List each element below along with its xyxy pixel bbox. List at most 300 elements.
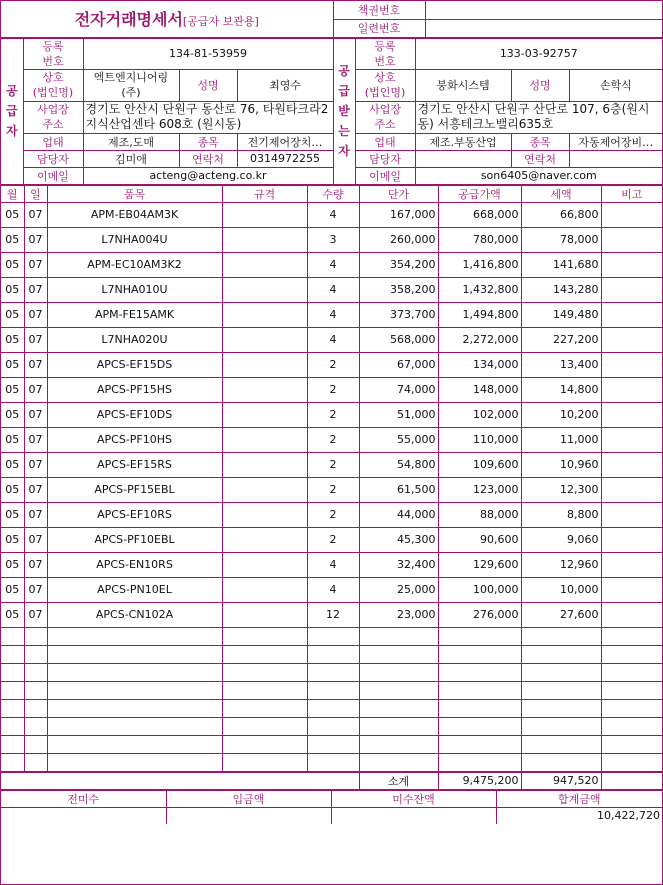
cell-tax: 78,000 <box>521 227 601 252</box>
cell-tax: 9,060 <box>521 527 601 552</box>
cell-note <box>601 527 662 552</box>
cell-day <box>24 681 47 699</box>
cell-month: 05 <box>1 252 24 277</box>
cell-supply: 1,416,800 <box>438 252 521 277</box>
cell-qty: 2 <box>307 377 359 402</box>
cell-month: 05 <box>1 477 24 502</box>
cell-qty: 2 <box>307 452 359 477</box>
cell-month: 05 <box>1 377 24 402</box>
cell-tax <box>521 663 601 681</box>
buyer-email: son6405@naver.com <box>415 167 662 184</box>
item-rows <box>1 202 662 771</box>
cell-note <box>601 352 662 377</box>
cell-day <box>24 663 47 681</box>
cell-day <box>24 699 47 717</box>
cell-spec <box>222 202 307 227</box>
cell-supply: 129,600 <box>438 552 521 577</box>
empty-row <box>1 681 662 699</box>
cell-product: APCS-EF10RS <box>47 502 222 527</box>
table-row <box>1 502 662 527</box>
supplier-email-label: 이메일 <box>23 167 83 184</box>
received-value <box>166 807 331 824</box>
cell-unit-price <box>359 735 438 753</box>
cell-note <box>601 227 662 252</box>
cell-day: 07 <box>24 502 47 527</box>
buyer-phone-label: 연락처 <box>511 150 569 167</box>
cell-unit-price: 55,000 <box>359 427 438 452</box>
cell-qty <box>307 681 359 699</box>
supplier-type: 제조,도매 <box>83 133 179 150</box>
cell-tax <box>521 753 601 771</box>
buyer-reg-no: 133-03-92757 <box>415 38 662 69</box>
cell-qty <box>307 645 359 663</box>
cell-day: 07 <box>24 427 47 452</box>
buyer-manager-label: 담당자 <box>355 150 415 167</box>
cell-product: APCS-EF15RS <box>47 452 222 477</box>
cell-month: 05 <box>1 202 24 227</box>
footer-table <box>1 790 662 825</box>
buyer-type: 제조.부동산업 <box>415 133 511 150</box>
cell-unit-price: 61,500 <box>359 477 438 502</box>
title-text: 전자거래명세서 <box>74 10 183 30</box>
supplier-addr-label: 사업장 주소 <box>23 101 83 133</box>
cell-tax <box>521 681 601 699</box>
cell-unit-price: 45,300 <box>359 527 438 552</box>
cell-spec <box>222 627 307 645</box>
buyer-addr-label: 사업장 주소 <box>355 101 415 133</box>
serial-no-label: 일련번호 <box>333 19 425 37</box>
cell-product: APCS-PF10HS <box>47 427 222 452</box>
cell-spec <box>222 502 307 527</box>
cell-product: APCS-CN102A <box>47 602 222 627</box>
prev-balance-value <box>1 807 166 824</box>
supplier-name-label: 상호 (법인명) <box>23 69 83 101</box>
buyer-name: 붕화시스템 <box>415 69 511 101</box>
cell-spec <box>222 699 307 717</box>
cell-note <box>601 502 662 527</box>
cell-note <box>601 699 662 717</box>
title-subtitle: [공급자 보관용] <box>182 15 259 29</box>
cell-supply: 134,000 <box>438 352 521 377</box>
supplier-addr: 경기도 안산시 단원구 동산로 76, 타원타크라2지식산업센타 608호 (원시동) <box>83 101 333 133</box>
cell-month: 05 <box>1 352 24 377</box>
cell-tax: 10,960 <box>521 452 601 477</box>
cell-supply: 90,600 <box>438 527 521 552</box>
cell-qty: 4 <box>307 577 359 602</box>
grand-total-value: 10,422,720 <box>496 807 662 824</box>
cell-day <box>24 735 47 753</box>
supplier-name: 엑트엔지니어링 (주) <box>83 69 179 101</box>
cell-tax: 13,400 <box>521 352 601 377</box>
cell-qty <box>307 753 359 771</box>
items-table <box>1 185 662 772</box>
col-note: 비고 <box>601 185 662 202</box>
cell-tax: 141,680 <box>521 252 601 277</box>
cell-day: 07 <box>24 402 47 427</box>
cell-spec <box>222 452 307 477</box>
cell-month <box>1 663 24 681</box>
cell-product: APCS-EN10RS <box>47 552 222 577</box>
cell-product <box>47 645 222 663</box>
cell-product <box>47 627 222 645</box>
cell-spec <box>222 753 307 771</box>
cell-month: 05 <box>1 452 24 477</box>
cell-tax: 227,200 <box>521 327 601 352</box>
buyer-item-label: 종목 <box>511 133 569 150</box>
supplier-email: acteng@acteng.co.kr <box>83 167 333 184</box>
supplier-type-label: 업태 <box>23 133 83 150</box>
cell-day: 07 <box>24 327 47 352</box>
cell-product <box>47 681 222 699</box>
cell-supply: 1,494,800 <box>438 302 521 327</box>
cell-day: 07 <box>24 602 47 627</box>
cell-qty: 12 <box>307 602 359 627</box>
cell-product <box>47 735 222 753</box>
cell-unit-price <box>359 699 438 717</box>
cell-day: 07 <box>24 277 47 302</box>
cell-unit-price: 23,000 <box>359 602 438 627</box>
cell-unit-price: 67,000 <box>359 352 438 377</box>
header-table <box>1 1 662 38</box>
cell-qty: 2 <box>307 527 359 552</box>
cell-note <box>601 427 662 452</box>
cell-spec <box>222 663 307 681</box>
table-row <box>1 527 662 552</box>
cell-note <box>601 552 662 577</box>
cell-supply: 780,000 <box>438 227 521 252</box>
table-row <box>1 352 662 377</box>
cell-spec <box>222 327 307 352</box>
cell-qty: 4 <box>307 252 359 277</box>
cell-product: APCS-EF15DS <box>47 352 222 377</box>
table-row <box>1 252 662 277</box>
cell-note <box>601 277 662 302</box>
buyer-side-label: 공 급 받 는 자 <box>333 38 355 184</box>
buyer-addr: 경기도 안산시 단원구 산단로 107, 6층(원시동) 서흥테크노밸리635호 <box>415 101 662 133</box>
cell-supply <box>438 681 521 699</box>
col-product: 품목 <box>47 185 222 202</box>
cell-spec <box>222 602 307 627</box>
cell-product: APM-EB04AM3K <box>47 202 222 227</box>
cell-note <box>601 717 662 735</box>
cell-spec <box>222 577 307 602</box>
grand-total-label: 합계금액 <box>496 790 662 807</box>
cell-product <box>47 699 222 717</box>
cell-product: APCS-EF10DS <box>47 402 222 427</box>
cell-note <box>601 202 662 227</box>
supplier-phone-label: 연락처 <box>179 150 237 167</box>
cell-spec <box>222 527 307 552</box>
cell-spec <box>222 227 307 252</box>
cell-unit-price: 25,000 <box>359 577 438 602</box>
cell-supply <box>438 645 521 663</box>
cell-supply <box>438 717 521 735</box>
cell-spec <box>222 681 307 699</box>
col-unit-price: 단가 <box>359 185 438 202</box>
cell-unit-price: 568,000 <box>359 327 438 352</box>
cell-unit-price: 51,000 <box>359 402 438 427</box>
cell-unit-price: 167,000 <box>359 202 438 227</box>
cell-unit-price <box>359 753 438 771</box>
cell-month: 05 <box>1 577 24 602</box>
buyer-phone <box>569 150 662 167</box>
supplier-ceo: 최영수 <box>237 69 333 101</box>
cell-qty: 4 <box>307 277 359 302</box>
received-label: 입금액 <box>166 790 331 807</box>
supplier-reg-no: 134-81-53959 <box>83 38 333 69</box>
cell-unit-price: 44,000 <box>359 502 438 527</box>
cell-qty: 2 <box>307 427 359 452</box>
cell-supply: 2,272,000 <box>438 327 521 352</box>
col-spec: 규격 <box>222 185 307 202</box>
buyer-manager <box>415 150 511 167</box>
cell-qty <box>307 735 359 753</box>
cell-unit-price: 354,200 <box>359 252 438 277</box>
cell-product <box>47 717 222 735</box>
cell-unit-price: 32,400 <box>359 552 438 577</box>
cell-tax: 14,800 <box>521 377 601 402</box>
prev-balance-label: 전미수 <box>1 790 166 807</box>
party-table <box>1 38 662 185</box>
cell-note <box>601 627 662 645</box>
cell-qty: 2 <box>307 352 359 377</box>
cell-month: 05 <box>1 527 24 552</box>
cell-supply: 668,000 <box>438 202 521 227</box>
cell-day: 07 <box>24 477 47 502</box>
cell-note <box>601 477 662 502</box>
cell-month: 05 <box>1 402 24 427</box>
cell-product: APCS-PF15HS <box>47 377 222 402</box>
cell-day <box>24 753 47 771</box>
cell-month: 05 <box>1 302 24 327</box>
cell-note <box>601 252 662 277</box>
cell-product: APCS-PF10EBL <box>47 527 222 552</box>
cell-note <box>601 402 662 427</box>
cell-unit-price: 373,700 <box>359 302 438 327</box>
cell-product: L7NHA004U <box>47 227 222 252</box>
cell-spec <box>222 552 307 577</box>
cell-month <box>1 645 24 663</box>
table-row <box>1 402 662 427</box>
supplier-manager: 김미애 <box>83 150 179 167</box>
empty-row <box>1 717 662 735</box>
cell-supply: 88,000 <box>438 502 521 527</box>
cell-spec <box>222 402 307 427</box>
buyer-email-label: 이메일 <box>355 167 415 184</box>
cell-unit-price <box>359 717 438 735</box>
cell-qty <box>307 663 359 681</box>
cell-spec <box>222 277 307 302</box>
cell-qty: 4 <box>307 302 359 327</box>
cell-spec <box>222 377 307 402</box>
cell-day: 07 <box>24 577 47 602</box>
cell-qty: 2 <box>307 477 359 502</box>
cell-note <box>601 577 662 602</box>
col-qty: 수량 <box>307 185 359 202</box>
cell-tax <box>521 645 601 663</box>
cell-tax: 10,200 <box>521 402 601 427</box>
cell-tax <box>521 699 601 717</box>
cell-month <box>1 681 24 699</box>
cell-supply <box>438 753 521 771</box>
cell-month: 05 <box>1 227 24 252</box>
cell-qty: 4 <box>307 552 359 577</box>
cell-supply: 100,000 <box>438 577 521 602</box>
cell-month <box>1 753 24 771</box>
table-row <box>1 227 662 252</box>
summary-table <box>1 772 662 790</box>
empty-row <box>1 645 662 663</box>
cell-supply: 1,432,800 <box>438 277 521 302</box>
cell-unit-price: 358,200 <box>359 277 438 302</box>
cell-qty: 2 <box>307 502 359 527</box>
cell-supply <box>438 663 521 681</box>
empty-row <box>1 699 662 717</box>
cell-month: 05 <box>1 502 24 527</box>
cell-month <box>1 717 24 735</box>
cell-spec <box>222 252 307 277</box>
cell-product <box>47 753 222 771</box>
supplier-phone: 0314972255 <box>237 150 333 167</box>
document-title <box>1 1 333 37</box>
cell-supply: 123,000 <box>438 477 521 502</box>
empty-row <box>1 753 662 771</box>
subtotal-spacer <box>1 772 359 789</box>
table-row <box>1 602 662 627</box>
cell-unit-price: 74,000 <box>359 377 438 402</box>
cell-note <box>601 452 662 477</box>
table-row <box>1 577 662 602</box>
cell-tax <box>521 735 601 753</box>
table-row <box>1 377 662 402</box>
cell-tax <box>521 717 601 735</box>
balance-label: 미수잔액 <box>331 790 496 807</box>
cell-product: L7NHA010U <box>47 277 222 302</box>
buyer-ceo-label: 성명 <box>511 69 569 101</box>
cell-day <box>24 645 47 663</box>
cell-note <box>601 302 662 327</box>
cell-note <box>601 753 662 771</box>
cell-month <box>1 627 24 645</box>
buyer-reg-label: 등록 번호 <box>355 38 415 69</box>
cell-product: L7NHA020U <box>47 327 222 352</box>
cell-day: 07 <box>24 352 47 377</box>
cell-note <box>601 645 662 663</box>
buyer-ceo: 손학식 <box>569 69 662 101</box>
cell-month: 05 <box>1 277 24 302</box>
subtotal-label: 소계 <box>359 772 438 789</box>
cell-month <box>1 735 24 753</box>
serial-no-value <box>425 19 662 37</box>
cell-unit-price <box>359 663 438 681</box>
cell-note <box>601 377 662 402</box>
cell-unit-price <box>359 681 438 699</box>
book-no-value <box>425 1 662 19</box>
cell-supply: 102,000 <box>438 402 521 427</box>
table-row <box>1 327 662 352</box>
supplier-item-label: 종목 <box>179 133 237 150</box>
table-row <box>1 202 662 227</box>
cell-product: APCS-PF15EBL <box>47 477 222 502</box>
supplier-side-label: 공 급 자 <box>1 38 23 184</box>
table-row <box>1 452 662 477</box>
cell-day: 07 <box>24 452 47 477</box>
empty-row <box>1 627 662 645</box>
cell-tax: 27,600 <box>521 602 601 627</box>
cell-month: 05 <box>1 427 24 452</box>
table-row <box>1 302 662 327</box>
cell-spec <box>222 302 307 327</box>
cell-note <box>601 681 662 699</box>
empty-row <box>1 735 662 753</box>
cell-supply <box>438 699 521 717</box>
cell-qty: 2 <box>307 402 359 427</box>
cell-spec <box>222 717 307 735</box>
cell-supply: 276,000 <box>438 602 521 627</box>
cell-spec <box>222 477 307 502</box>
cell-qty: 4 <box>307 327 359 352</box>
cell-tax: 66,800 <box>521 202 601 227</box>
cell-day: 07 <box>24 302 47 327</box>
supplier-item: 전기제어장치… <box>237 133 333 150</box>
empty-row <box>1 663 662 681</box>
cell-note <box>601 602 662 627</box>
cell-unit-price: 54,800 <box>359 452 438 477</box>
cell-unit-price <box>359 627 438 645</box>
cell-spec <box>222 735 307 753</box>
cell-supply: 110,000 <box>438 427 521 452</box>
cell-tax: 12,300 <box>521 477 601 502</box>
cell-qty: 4 <box>307 202 359 227</box>
cell-qty <box>307 717 359 735</box>
cell-spec <box>222 645 307 663</box>
cell-unit-price <box>359 645 438 663</box>
cell-qty <box>307 627 359 645</box>
supplier-ceo-label: 성명 <box>179 69 237 101</box>
cell-tax: 8,800 <box>521 502 601 527</box>
table-row <box>1 277 662 302</box>
table-row <box>1 427 662 452</box>
subtotal-note <box>601 772 662 789</box>
cell-day: 07 <box>24 527 47 552</box>
cell-day: 07 <box>24 252 47 277</box>
cell-note <box>601 663 662 681</box>
buyer-name-label: 상호 (법인명) <box>355 69 415 101</box>
cell-day: 07 <box>24 552 47 577</box>
cell-qty <box>307 699 359 717</box>
cell-tax: 12,960 <box>521 552 601 577</box>
buyer-item: 자동제어장비… <box>569 133 662 150</box>
book-no-label: 책권번호 <box>333 1 425 19</box>
col-day: 일 <box>24 185 47 202</box>
cell-tax <box>521 627 601 645</box>
cell-day <box>24 717 47 735</box>
cell-day <box>24 627 47 645</box>
cell-month: 05 <box>1 602 24 627</box>
supplier-manager-label: 담당자 <box>23 150 83 167</box>
table-row <box>1 552 662 577</box>
cell-supply <box>438 627 521 645</box>
cell-month: 05 <box>1 552 24 577</box>
cell-product: APM-FE15AMK <box>47 302 222 327</box>
cell-tax: 10,000 <box>521 577 601 602</box>
cell-supply <box>438 735 521 753</box>
cell-product: APM-EC10AM3K2 <box>47 252 222 277</box>
col-supply: 공급가액 <box>438 185 521 202</box>
cell-spec <box>222 352 307 377</box>
cell-day: 07 <box>24 202 47 227</box>
cell-tax: 143,280 <box>521 277 601 302</box>
